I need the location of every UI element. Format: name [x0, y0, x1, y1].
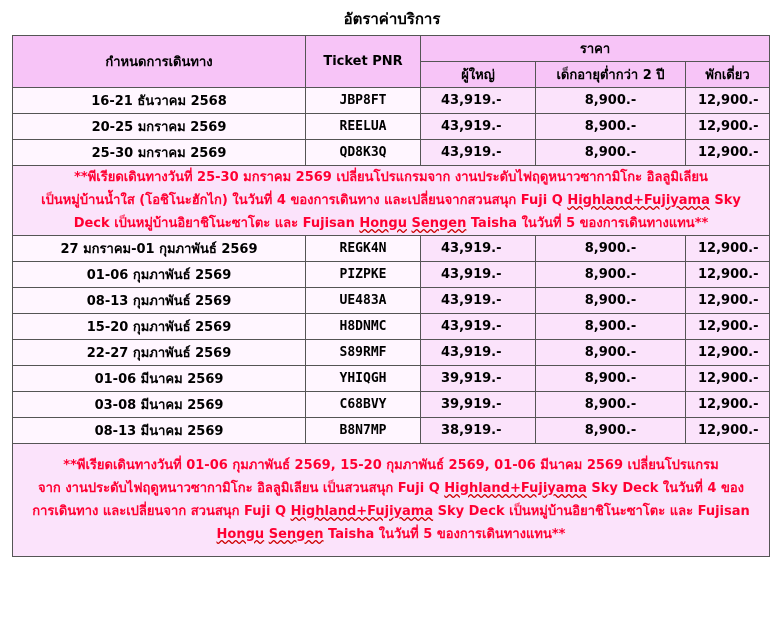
- pnr-cell: REGK4N: [306, 236, 421, 262]
- table-row: [13, 366, 770, 392]
- date-cell: 01-06 มีนาคม 2569: [13, 366, 306, 392]
- note-text: Taisha ในวันที่ 5 ของการเดินทางแทน**: [323, 527, 566, 542]
- pnr-cell: REELUA: [306, 114, 421, 140]
- note-text: Sengen: [411, 216, 467, 231]
- date-cell: 22-27 กุมภาพันธ์ 2569: [13, 340, 306, 366]
- adult-price-cell: 43,919.-: [421, 114, 536, 140]
- single-price-cell: 12,900.-: [686, 366, 770, 392]
- note-text: Taisha ในวันที่ 5 ของการเดินทางแทน**: [466, 216, 709, 231]
- rates-table: [12, 35, 770, 557]
- adult-price-cell: 43,919.-: [421, 314, 536, 340]
- child-price-cell: 8,900.-: [536, 236, 686, 262]
- note-text: Deck เป็นหมู่บ้านอิยาชิโนะซาโตะ และ Fujisan: [73, 216, 360, 231]
- date-cell: 03-08 มีนาคม 2569: [13, 392, 306, 418]
- adult-header: ผู้ใหญ่: [421, 62, 536, 88]
- date-cell: 15-20 กุมภาพันธ์ 2569: [13, 314, 306, 340]
- note-text: จาก งานประดับไฟฤดูหนาวซากามิโกะ อิลลูมิเลียน เป็นสวนสนุก Fuji Q: [38, 481, 445, 496]
- child-price-cell: 8,900.-: [536, 140, 686, 166]
- note-line: [13, 212, 769, 235]
- table-row: [13, 418, 770, 444]
- pnr-cell: PIZPKE: [306, 262, 421, 288]
- table-row: [13, 114, 770, 140]
- single-header: พักเดี่ยว: [686, 62, 770, 88]
- single-price-cell: 12,900.-: [686, 88, 770, 114]
- pnr-cell: JBP8FT: [306, 88, 421, 114]
- adult-price-cell: 43,919.-: [421, 288, 536, 314]
- pnr-cell: YHIQGH: [306, 366, 421, 392]
- adult-price-cell: 43,919.-: [421, 88, 536, 114]
- note-row-2: [13, 444, 770, 557]
- child-price-cell: 8,900.-: [536, 314, 686, 340]
- note-line: [13, 477, 769, 500]
- child-price-cell: 8,900.-: [536, 366, 686, 392]
- single-price-cell: 12,900.-: [686, 288, 770, 314]
- date-cell: 27 มกราคม-01 กุมภาพันธ์ 2569: [13, 236, 306, 262]
- child-price-cell: 8,900.-: [536, 262, 686, 288]
- pnr-cell: S89RMF: [306, 340, 421, 366]
- table-row: [13, 236, 770, 262]
- adult-price-cell: 43,919.-: [421, 262, 536, 288]
- note-text: Sky Deck เป็นหมู่บ้านอิยาชิโนะซาโตะ และ Fujisan: [433, 504, 750, 519]
- child-price-cell: 8,900.-: [536, 418, 686, 444]
- date-cell: 08-13 กุมภาพันธ์ 2569: [13, 288, 306, 314]
- pnr-cell: C68BVY: [306, 392, 421, 418]
- pnr-cell: QD8K3Q: [306, 140, 421, 166]
- adult-price-cell: 43,919.-: [421, 340, 536, 366]
- note-text: Sky Deck ในวันที่ 4 ของ: [586, 481, 744, 496]
- note-text: Sky: [709, 193, 741, 208]
- program-change-note-2: [13, 444, 770, 557]
- adult-price-cell: 39,919.-: [421, 392, 536, 418]
- table-row: [13, 314, 770, 340]
- table-row: [13, 88, 770, 114]
- single-price-cell: 12,900.-: [686, 236, 770, 262]
- note-text: Sengen: [268, 527, 324, 542]
- note-text: เป็นหมู่บ้านน้ำใส (โอชิโนะฮักไก) ในวันที่ 4 ของการเดินทาง และเปลี่ยนจากสวนสนุก Fuji Q: [41, 193, 568, 208]
- child-price-cell: 8,900.-: [536, 340, 686, 366]
- single-price-cell: 12,900.-: [686, 418, 770, 444]
- note-text: Highland+Fujiyama: [567, 193, 710, 208]
- table-row: [13, 340, 770, 366]
- single-price-cell: 12,900.-: [686, 314, 770, 340]
- pnr-cell: H8DNMC: [306, 314, 421, 340]
- table-row: [13, 262, 770, 288]
- pnr-cell: UE483A: [306, 288, 421, 314]
- table-row: [13, 140, 770, 166]
- note-line: [13, 189, 769, 212]
- note-line: [13, 523, 769, 546]
- program-change-note-1: [13, 166, 770, 236]
- page-title: อัตราค่าบริการ: [343, 10, 441, 28]
- note-line: [13, 454, 769, 477]
- child-price-cell: 8,900.-: [536, 88, 686, 114]
- single-price-cell: 12,900.-: [686, 392, 770, 418]
- adult-price-cell: 43,919.-: [421, 236, 536, 262]
- note-text: Highland+Fujiyama: [444, 481, 587, 496]
- single-price-cell: 12,900.-: [686, 140, 770, 166]
- date-cell: 25-30 มกราคม 2569: [13, 140, 306, 166]
- note-text: **พีเรียดเดินทางวันที่ 01-06 กุมภาพันธ์ 2569, 15-20 กุมภาพันธ์ 2569, 01-06 มีนาคม 2569 เปลี่ยนโปรแกรม: [63, 458, 719, 473]
- note-text: Hongu: [216, 527, 265, 542]
- pnr-cell: B8N7MP: [306, 418, 421, 444]
- note-text: การเดินทาง และเปลี่ยนจาก สวนสนุก Fuji Q: [32, 504, 291, 519]
- table-row: [13, 392, 770, 418]
- note-line: [13, 500, 769, 523]
- date-cell: 16-21 ธันวาคม 2568: [13, 88, 306, 114]
- note-text: **พีเรียดเดินทางวันที่ 25-30 มกราคม 2569 เปลี่ยนโปรแกรมจาก งานประดับไฟฤดูหนาวซากามิโกะ อิลลูมิเลียน: [74, 170, 708, 185]
- date-cell: 08-13 มีนาคม 2569: [13, 418, 306, 444]
- adult-price-cell: 43,919.-: [421, 140, 536, 166]
- child-price-cell: 8,900.-: [536, 288, 686, 314]
- single-price-cell: 12,900.-: [686, 262, 770, 288]
- child-price-cell: 8,900.-: [536, 392, 686, 418]
- note-row-1: [13, 166, 770, 236]
- date-cell: 20-25 มกราคม 2569: [13, 114, 306, 140]
- note-text: Highland+Fujiyama: [290, 504, 434, 519]
- date-cell: 01-06 กุมภาพันธ์ 2569: [13, 262, 306, 288]
- single-price-cell: 12,900.-: [686, 340, 770, 366]
- price-header: ราคา: [421, 36, 770, 62]
- single-price-cell: 12,900.-: [686, 114, 770, 140]
- table-row: [13, 288, 770, 314]
- header-row-1: [13, 36, 770, 62]
- adult-price-cell: 39,919.-: [421, 366, 536, 392]
- adult-price-cell: 38,919.-: [421, 418, 536, 444]
- note-line: [13, 166, 769, 189]
- child-price-cell: 8,900.-: [536, 114, 686, 140]
- travel-dates-header: กำหนดการเดินทาง: [13, 36, 306, 88]
- child-header: เด็กอายุต่ำกว่า 2 ปี: [536, 62, 686, 88]
- note-text: Hongu: [359, 216, 407, 231]
- pnr-header: Ticket PNR: [306, 36, 421, 88]
